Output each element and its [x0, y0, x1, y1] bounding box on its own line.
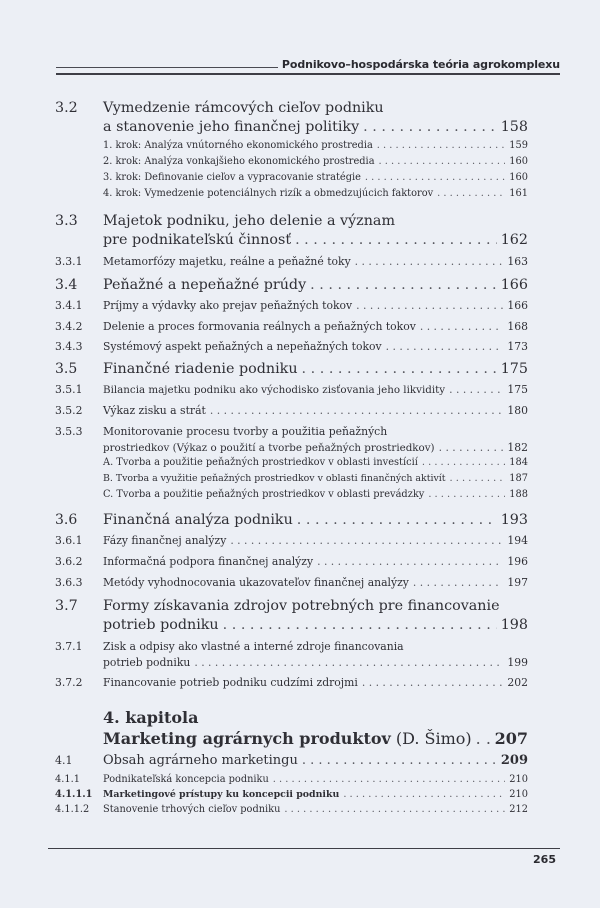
section-number: 4.1.1.1	[55, 789, 93, 800]
toc-entry-title: Finančná analýza podniku	[103, 512, 293, 528]
page-number: 166	[500, 277, 528, 293]
page-number: 158	[500, 119, 528, 135]
page-number: 210	[509, 789, 528, 800]
toc-entry-title: Metamorfózy majetku, reálne a peňažné toky	[103, 255, 351, 268]
toc-entry-3-7-number: 3.7	[55, 598, 78, 614]
page-folio: 265	[533, 853, 556, 866]
page-number: 162	[500, 232, 528, 248]
toc-entry-3-7[interactable]	[103, 617, 528, 633]
toc-entry-3-4-2[interactable]	[55, 320, 528, 333]
section-number: 3.6	[55, 512, 78, 528]
leader-dots	[284, 804, 505, 815]
toc-entry-title: A. Tvorba a použitie peňažných prostriedkov v oblasti investícií	[103, 457, 418, 468]
page-number: 175	[500, 361, 528, 377]
leader-dots	[420, 320, 504, 333]
toc-entry-3-5[interactable]	[55, 361, 528, 377]
toc-entry-3-3-number: 3.3	[55, 213, 78, 229]
leader-dots	[297, 512, 497, 528]
leader-dots	[437, 188, 505, 199]
page-number: 197	[507, 576, 528, 589]
page-number: 188	[509, 489, 528, 500]
toc-entry-3-2[interactable]	[103, 119, 528, 135]
toc-entry-title: 3. krok: Definovanie cieľov a vypracovanie stratégie	[103, 172, 361, 183]
page-number: 207	[494, 729, 528, 748]
toc-entry-3-5-3[interactable]	[103, 441, 528, 454]
toc-entry-4-1[interactable]	[55, 753, 528, 768]
header-rule	[56, 73, 560, 75]
toc-entry-3-5-3-title-line1: Monitorovanie procesu tvorby a použitia peňažných	[103, 425, 388, 438]
toc-entry-4-1-1-1[interactable]	[55, 789, 528, 800]
page-number: 187	[509, 473, 528, 484]
leader-dots	[450, 473, 506, 484]
section-number: 3.6.2	[55, 555, 83, 568]
leader-dots	[422, 457, 505, 468]
page-number: 161	[509, 188, 528, 199]
running-head	[56, 55, 560, 71]
toc-entry-title: Obsah agrárneho marketingu	[103, 753, 298, 768]
leader-dots	[386, 340, 504, 353]
toc-entry-title: Fázy finančnej analýzy	[103, 534, 227, 547]
page-number: 202	[507, 676, 528, 689]
page-number: 212	[509, 804, 528, 815]
page-number: 184	[509, 457, 528, 468]
leader-dots	[273, 774, 506, 785]
leader-dots	[310, 277, 497, 293]
toc-entry-title: Peňažné a nepeňažné prúdy	[103, 277, 307, 293]
section-number: 3.5.2	[55, 404, 83, 417]
toc-entry-3-5-3-number: 3.5.3	[55, 425, 83, 438]
leader-dots	[295, 232, 497, 248]
running-head-title: Podnikovo–hospodárska teória agrokomplexu	[281, 58, 560, 71]
toc-entry-title: pre podnikateľskú činnosť	[103, 232, 292, 248]
toc-entry-3-6-2[interactable]	[55, 555, 528, 568]
toc-entry-3-2-title-line1: Vymedzenie rámcových cieľov podniku	[103, 100, 384, 116]
toc-entry-title: 2. krok: Analýza vonkajšieho ekonomického prostredia	[103, 156, 375, 167]
leader-dots	[379, 156, 506, 167]
leader-dots	[343, 789, 505, 800]
toc-entry-3-6[interactable]	[55, 512, 528, 528]
toc-entry-title: prostriedkov (Výkaz o použití a tvorbe peňažných prostriedkov)	[103, 442, 435, 454]
toc-entry-3-4-1[interactable]	[55, 299, 528, 312]
toc-entry-b[interactable]	[103, 473, 528, 484]
toc-entry-title: Stanovenie trhových cieľov podniku	[103, 804, 281, 815]
toc-entry-3-7-title-line1: Formy získavania zdrojov potrebných pre financovanie	[103, 598, 500, 614]
toc-step-2[interactable]	[103, 156, 528, 167]
toc-entry-3-5-1[interactable]	[55, 383, 528, 396]
section-number: 3.5.1	[55, 383, 83, 396]
page-number: 193	[500, 512, 528, 528]
section-number: 3.4	[55, 277, 78, 293]
toc-entry-title: potrieb podniku	[103, 617, 219, 633]
toc-entry-3-5-2[interactable]	[55, 404, 528, 417]
toc-entry-3-2-number: 3.2	[55, 100, 78, 116]
section-number: 3.6.3	[55, 576, 83, 589]
leader-dots	[428, 489, 505, 500]
leader-dots	[230, 534, 503, 547]
section-number: 4.1.1	[55, 774, 80, 785]
page-number: 182	[507, 441, 528, 454]
leader-dots	[317, 555, 503, 568]
page-number: 160	[509, 156, 528, 167]
chapter-label: 4. kapitola	[103, 708, 199, 727]
leader-dots	[449, 383, 503, 396]
leader-dots	[363, 119, 497, 135]
toc-entry-title: a stanovenie jeho finančnej politiky	[103, 119, 360, 135]
leader-dots	[362, 676, 504, 689]
toc-entry-title: Systémový aspekt peňažných a nepeňažných tokov	[103, 340, 382, 353]
leader-dots	[365, 172, 505, 183]
toc-entry-3-7-2[interactable]	[55, 676, 528, 689]
page-number: 180	[507, 404, 528, 417]
leader-dots	[210, 404, 504, 417]
toc-entry-c[interactable]	[103, 489, 528, 500]
page-number: 194	[507, 534, 528, 547]
toc-entry-title: Marketingové prístupy ku koncepcii podniku	[103, 789, 340, 800]
page-number: 210	[509, 774, 528, 785]
toc-entry-title: Delenie a proces formovania reálnych a peňažných tokov	[103, 320, 416, 333]
toc-step-1[interactable]	[103, 140, 528, 151]
leader-dots	[194, 656, 503, 669]
toc-entry-title: Finančné riadenie podniku	[103, 361, 298, 377]
section-number: 3.4.1	[55, 299, 83, 312]
toc-entry-3-6-3[interactable]	[55, 576, 528, 589]
page-number: 175	[507, 383, 528, 396]
toc-entry-title: Metódy vyhodnocovania ukazovateľov finančnej analýzy	[103, 576, 409, 589]
section-number: 4.1.1.2	[55, 804, 90, 815]
section-number: 3.3.1	[55, 255, 83, 268]
toc-entry-3-7-1[interactable]	[103, 656, 528, 669]
leader-dots	[302, 361, 497, 377]
page-number: 159	[509, 140, 528, 151]
toc-entry-4-1-1[interactable]	[55, 774, 528, 785]
leader-dots	[302, 753, 497, 768]
page-number: 160	[509, 172, 528, 183]
running-head-rule	[56, 67, 278, 68]
leader-dots	[439, 441, 504, 454]
toc-entry-3-7-1-number: 3.7.1	[55, 640, 83, 653]
leader-dots	[476, 729, 491, 748]
toc-entry-3-3[interactable]	[103, 232, 528, 248]
toc-entry-title: potrieb podniku	[103, 656, 191, 669]
toc-entry-title: 1. krok: Analýza vnútorného ekonomického prostredia	[103, 140, 373, 151]
toc-entry-title: Financovanie potrieb podniku cudzími zdrojmi	[103, 676, 358, 689]
page-number: 198	[500, 617, 528, 633]
section-number: 3.6.1	[55, 534, 83, 547]
toc-entry-3-4[interactable]	[55, 277, 528, 293]
page-number: 166	[507, 299, 528, 312]
page-number: 209	[500, 753, 528, 768]
page-number: 168	[507, 320, 528, 333]
section-number: 3.7.2	[55, 676, 83, 689]
toc-entry-3-3-title-line1: Majetok podniku, jeho delenie a význam	[103, 213, 395, 229]
toc-step-4[interactable]	[103, 188, 528, 199]
toc-step-3[interactable]	[103, 172, 528, 183]
toc-entry-title: Príjmy a výdavky ako prejav peňažných tokov	[103, 299, 353, 312]
toc-entry-4-1-1-2[interactable]	[55, 804, 528, 815]
leader-dots	[356, 299, 503, 312]
section-number: 3.5	[55, 361, 78, 377]
footer-rule	[48, 848, 560, 849]
page-number: 196	[507, 555, 528, 568]
leader-dots	[377, 140, 506, 151]
chapter-author: (D. Šimo)	[395, 729, 472, 748]
leader-dots	[413, 576, 504, 589]
page-number: 173	[507, 340, 528, 353]
toc-entry-title: Podnikateľská koncepcia podniku	[103, 774, 269, 785]
toc-entry-title: Výkaz zisku a strát	[103, 404, 206, 417]
toc-entry-3-3-1[interactable]	[55, 255, 528, 268]
toc-entry-title: B. Tvorba a využitie peňažných prostriedkov v oblasti finančných aktivít	[103, 473, 446, 484]
toc-entry-title: Bilancia majetku podniku ako východisko zisťovania jeho likvidity	[103, 384, 446, 396]
chapter-title: Marketing agrárnych produktov	[103, 729, 391, 748]
toc-entry-title: C. Tvorba a použitie peňažných prostriedkov v oblasti prevádzky	[103, 489, 425, 500]
toc-entry-a[interactable]	[103, 457, 528, 468]
section-number: 3.4.3	[55, 340, 83, 353]
section-number: 3.4.2	[55, 320, 83, 333]
section-number: 4.1	[55, 754, 73, 767]
toc-entry-3-4-3[interactable]	[55, 340, 528, 353]
toc-entry-3-7-1-title-line1: Zisk a odpisy ako vlastné a interné zdroje financovania	[103, 640, 404, 653]
leader-dots	[355, 255, 504, 268]
toc-entry-title: 4. krok: Vymedzenie potenciálnych rizík a obmedzujúcich faktorov	[103, 188, 434, 199]
page-number: 163	[507, 255, 528, 268]
toc-chapter-4[interactable]	[103, 729, 528, 748]
toc-entry-title: Informačná podpora finančnej analýzy	[103, 555, 314, 568]
page-number: 199	[507, 656, 528, 669]
toc-entry-3-6-1[interactable]	[55, 534, 528, 547]
leader-dots	[223, 617, 497, 633]
